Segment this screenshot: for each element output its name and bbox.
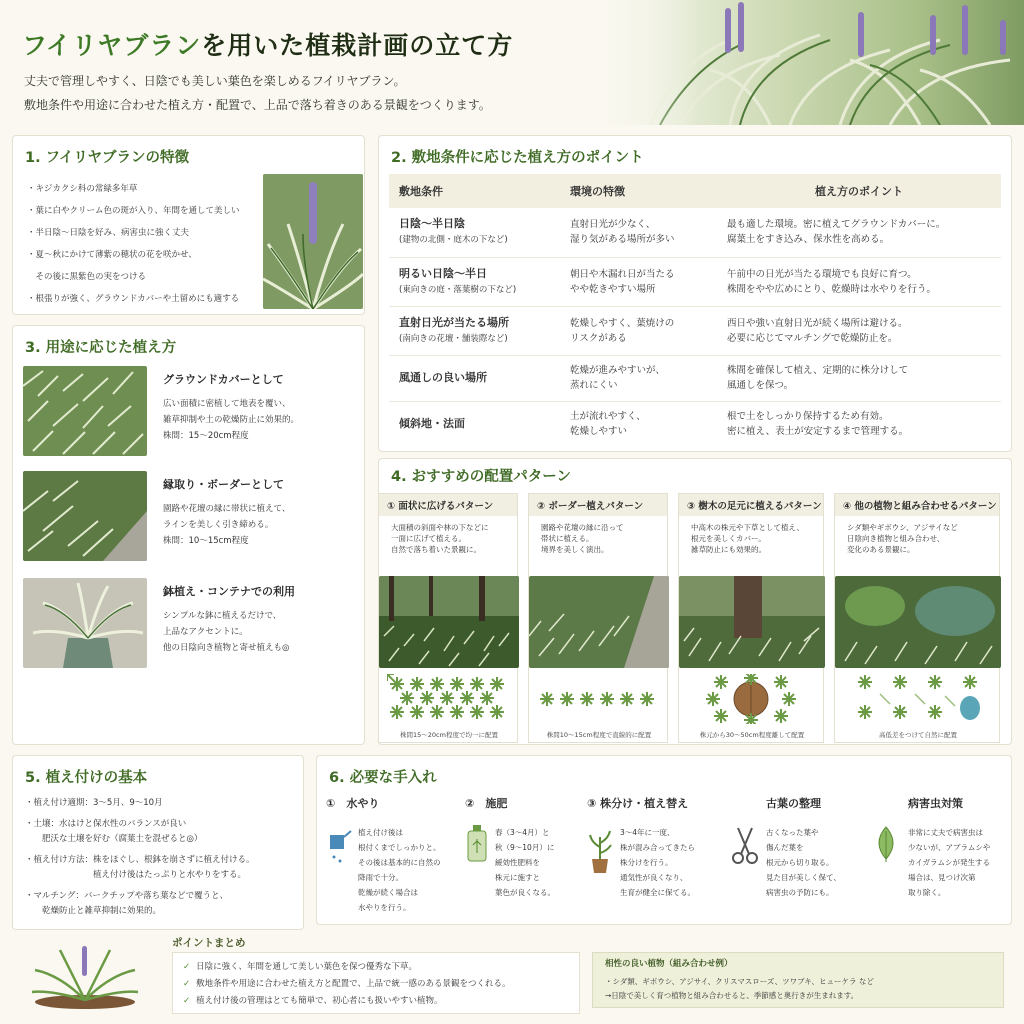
section-features (12, 135, 365, 315)
environment-text: 乾燥しやすい (570, 426, 628, 438)
environment-text: 乾燥しやすく、葉焼けの (570, 317, 675, 329)
condition-name: 日陰〜半日陰 (399, 217, 465, 231)
care-item-division (587, 795, 717, 897)
environment-text: 土が流れやすく、 (570, 411, 646, 423)
summary-box (172, 952, 580, 1014)
table-row (389, 401, 1001, 447)
use-title: 縁取り・ボーダーとして (163, 478, 284, 491)
subtitle-line-2: 敷地条件や用途に合わせた植え方・配置で、上品で落ち着きのある景観をつくります。 (24, 98, 491, 112)
border-photo (23, 471, 147, 561)
section-title: 4. おすすめの配置パターン (391, 469, 571, 485)
section-site-conditions (378, 135, 1012, 452)
pattern-photo (529, 576, 669, 668)
feature-item: ・葉に白やクリーム色の斑が入り、年間を通して美しい (27, 206, 240, 216)
care-item-watering (326, 795, 461, 912)
care-description: 非常に丈夫で病害虫は 少ないが、アブラムシや カイガラムシが発生する 場合は、見つけ次第 取り除く。 (908, 828, 991, 897)
feature-list (27, 178, 267, 310)
section-title: 2. 敷地条件に応じた植え方のポイント (391, 150, 644, 166)
table-row (389, 208, 1001, 257)
summary-item: ✓ 植え付け後の管理はとても簡単で、初心者にも扱いやすい植物。 (183, 996, 443, 1006)
feature-item: ・半日陰〜日陰を好み、病害虫に強く丈夫 (27, 228, 190, 238)
environment-text: やや乾きやすい場所 (570, 283, 656, 295)
check-icon: ✓ (183, 979, 191, 989)
feature-item: ・根張りが強く、グラウンドカバーや土留めにも適する (27, 294, 240, 304)
scissors-icon (730, 825, 760, 865)
care-item-pests (872, 795, 1007, 897)
section-title: 1. フイリヤブランの特徴 (25, 150, 190, 166)
use-title: グラウンドカバーとして (163, 373, 284, 386)
environment-text: 乾燥が進みやすいが、 (570, 365, 666, 376)
pattern-diagram (701, 674, 801, 724)
pattern-caption: 株元から30〜50cm程度離して配置 (699, 731, 805, 739)
column-header: 敷地条件 (389, 174, 560, 208)
section-planting-basics (12, 755, 304, 930)
pattern-title: ① 面状に広げるパターン (379, 494, 517, 516)
pattern-caption: 高低差をつけて自然に配置 (879, 731, 957, 739)
care-description: 3〜4年に一度、 株が混み合ってきたら 株分けを行う。 通気性が良くなり、 生育が健全に保てる。 (620, 828, 695, 897)
pattern-caption: 株間15〜20cm程度で均一に配置 (400, 731, 498, 739)
planting-point-text: 株間を確保して植え、定期的に株分けして (727, 365, 909, 376)
environment-text: リスクがある (570, 332, 627, 344)
leaf-icon (872, 825, 900, 863)
check-icon: ✓ (183, 996, 191, 1006)
pattern-description: 園路や花壇の縁に沿って 帯状に植える。 境界を美しく演出。 (541, 523, 624, 554)
page-title: フイリヤブランを用いた植栽計画の立て方 (22, 31, 514, 60)
pattern-title: ③ 樹木の足元に植えるパターン (679, 494, 823, 516)
environment-text: 朝日や木漏れ日が当たる (570, 268, 675, 280)
condition-name: 直射日光が当たる場所 (399, 315, 509, 329)
pattern-diagram (537, 689, 661, 709)
pattern-card-area (378, 493, 518, 743)
care-item-old-leaves (730, 795, 865, 897)
planting-point-text: 西日や強い直射日光が続く場所は避ける。 (727, 317, 908, 329)
column-header: 植え方のポイント (717, 174, 1001, 208)
pattern-title: ④ 他の植物と組み合わせるパターン (835, 494, 999, 516)
table-row (389, 257, 1001, 306)
care-title: 病害虫対策 (908, 797, 963, 810)
condition-name: 明るい日陰〜半日 (399, 266, 487, 280)
condition-example: (東向きの庭・落葉樹の下など) (399, 284, 517, 295)
section-title: 5. 植え付けの基本 (25, 770, 148, 786)
summary-item: ✓ 日陰に強く、年間を通して美しい葉色を保つ優秀な下草。 (183, 962, 417, 972)
condition-example: (南向きの花壇・舗装際など) (399, 333, 508, 344)
pattern-description: 中高木の株元や下草として植え、 根元を美しくカバー。 雑草防止にも効果的。 (691, 523, 804, 554)
table-row (389, 355, 1001, 401)
environment-text: 湿り気がある場所が多い (570, 234, 675, 246)
pattern-photo (379, 576, 519, 668)
planting-point-text: 風通しを保つ。 (727, 380, 794, 391)
care-title: ② 施肥 (465, 797, 508, 810)
subtitle-line-1: 丈夫で管理しやすく、日陰でも美しい葉色を楽しめるフイリヤブラン。 (24, 74, 406, 88)
pattern-diagram (387, 674, 511, 722)
companion-plants-box (592, 952, 1004, 1008)
use-description: 広い面積に密植して地表を覆い、 雑草抑制や土の乾燥防止に効果的。 株間：15〜20cm程度 (163, 399, 300, 441)
table-row (389, 306, 1001, 355)
use-description: 園路や花壇の縁に帯状に植えて、 ラインを美しく引き締める。 株間：10〜15cm程度 (163, 504, 291, 546)
care-description: 植え付け後は 根付くまでしっかりと。 その後は基本的に自然の 降雨で十分。 乾燥が続く場合は 水やりを行う。 (358, 828, 441, 912)
container-photo (23, 578, 147, 668)
feature-item: ・夏〜秋にかけて薄紫の穂状の花を咲かせ、 (27, 250, 197, 260)
planting-point-text: 最も適した環境。密に植えてグラウンドカバーに。 (727, 219, 946, 231)
planting-point-text: 腐葉土をすき込み、保水性を高める。 (727, 234, 890, 246)
section-uses (12, 325, 365, 745)
conditions-table (389, 174, 1001, 447)
watering-can-icon (326, 825, 352, 865)
condition-name: 傾斜地・法面 (399, 417, 465, 431)
planting-point-text: 密に植え、表土が安定するまで管理する。 (727, 426, 909, 438)
summary-list (183, 959, 510, 1010)
condition-example: (建物の北側・庭木の下など) (399, 235, 508, 246)
environment-text: 直射日光が少なく、 (570, 219, 656, 231)
pattern-description: シダ類やギボウシ、アジサイなど 日陰向き植物と組み合わせ、 変化のある景観に。 (847, 523, 958, 554)
pattern-photo (679, 576, 825, 668)
pattern-card-combination (834, 493, 1000, 743)
companion-text: ・シダ類、ギボウシ、アジサイ、クリスマスローズ、ツワブキ、ヒューケラ など →日陰で美しく育つ植物と組み合わせると、季節感と奥行きが生まれます。 (605, 977, 874, 1000)
environment-text: 蒸れにくい (570, 380, 618, 391)
potted-plant-icon (587, 825, 613, 875)
planting-point-text: 根で土をしっかり保持するため有効。 (727, 411, 889, 423)
pattern-description: 大面積の斜面や林の下などに 一面に広げて植える。 自然で落ち着いた景観に。 (391, 523, 489, 554)
pattern-title: ② ボーダー植えパターン (529, 494, 667, 516)
condition-name: 風通しの良い場所 (399, 371, 487, 384)
feature-item: ・キジカクシ科の常緑多年草 (27, 184, 138, 194)
plant-illustration (30, 940, 140, 1010)
planting-basics-text: ・植え付け適期：3〜5月、9〜10月 ・土壌：水はけと保水性のバランスが良い 肥沃な土壌を好む（腐葉土を混ぜると◎） ・植え付け方法：株をほぐし、根鉢を崩さずに植え付ける。 植え付け後はたっぷりと水やりをする。 ・マルチング：バークチップや落ち葉などで覆うと、 乾燥防止と雑草抑制に効果的。 (25, 798, 255, 916)
planting-point-text: 必要に応じてマルチングで乾燥防止を。 (727, 332, 898, 344)
check-icon: ✓ (183, 962, 191, 972)
pattern-card-border (528, 493, 668, 743)
summary-item: ✓ 敷地条件や用途に合わせた植え方と配置で、上品で統一感のある景観をつくれる。 (183, 979, 511, 989)
section-title: 6. 必要な手入れ (329, 770, 437, 786)
care-item-fertilizer (465, 795, 580, 897)
care-description: 古くなった葉や 傷んだ葉を 根元から切り取る。 見た目が美しく保て、 病害虫の予防にも。 (766, 828, 841, 897)
groundcover-photo (23, 366, 147, 456)
table-header-row (389, 174, 1001, 208)
pattern-card-tree-base (678, 493, 824, 743)
hero-photo (590, 0, 1024, 125)
pattern-photo (835, 576, 1001, 668)
planting-point-text: 株間をやや広めにとり、乾燥時は水やりを行う。 (727, 283, 937, 295)
care-description: 春（3〜4月）と 秋（9〜10月）に 緩効性肥料を 株元に施すと 葉色が良くなる。 (495, 828, 555, 897)
companion-title: 相性の良い植物（組み合わせ例） (605, 959, 733, 969)
care-title: ① 水やり (326, 797, 380, 810)
feature-item: その後に黒紫色の実をつける (27, 272, 147, 282)
pattern-caption: 株間10〜15cm程度で直線的に配置 (546, 731, 652, 739)
care-title: ③ 株分け・植え替え (587, 797, 689, 810)
column-header: 環境の特徴 (560, 174, 717, 208)
liriope-photo (263, 174, 363, 309)
pattern-diagram (845, 674, 991, 722)
use-description: シンプルな鉢に植えるだけで、 上品なアクセントに。 他の日陰向き植物と寄せ植えも◎ (163, 611, 290, 653)
care-title: 古葉の整理 (766, 797, 821, 810)
use-title: 鉢植え・コンテナでの利用 (163, 585, 295, 598)
fertilizer-bottle-icon (465, 825, 489, 863)
section-title: 3. 用途に応じた植え方 (25, 340, 177, 356)
planting-point-text: 午前中の日光が当たる環境でも良好に育つ。 (727, 268, 917, 280)
summary-title: ポイントまとめ (172, 937, 246, 949)
